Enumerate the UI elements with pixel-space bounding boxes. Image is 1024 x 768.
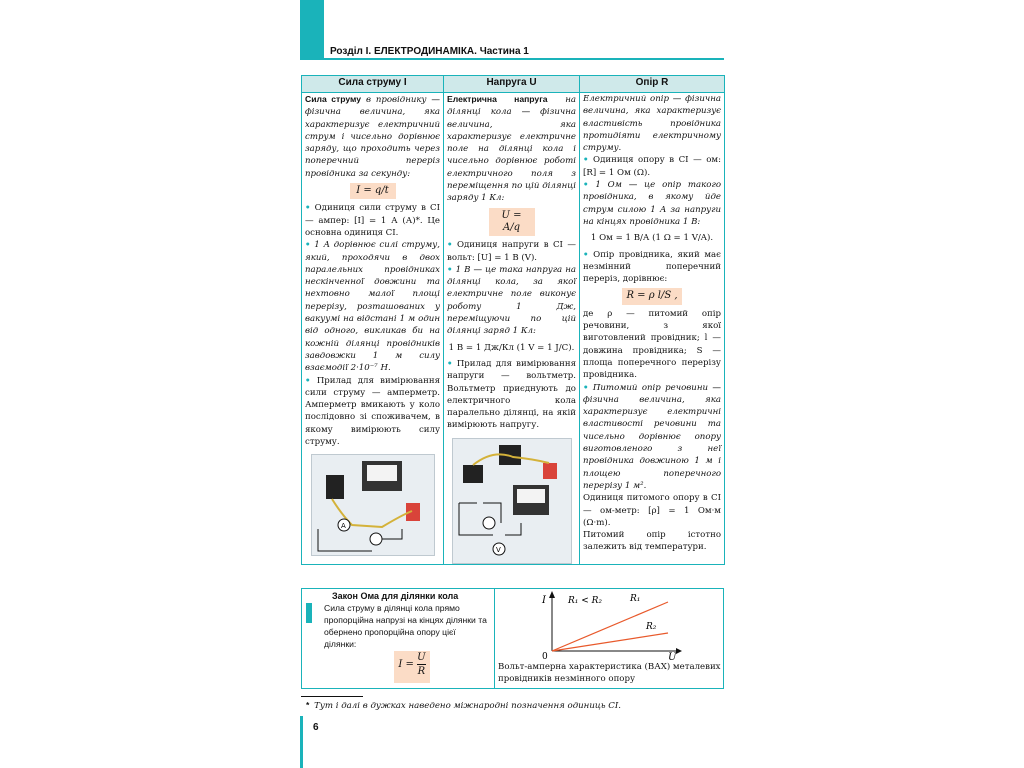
current-definition: Сила струму в провіднику — фізична величина, яка характеризує електричний струм і чисельно дорівнює заряду, що проходить через поперечний переріз провідника за секунду: — [305, 94, 441, 179]
current-unit: • Одиниця сили струму в СІ — ампер: [I] = 1 А (А)*. Це основна одиниця СІ. — [305, 203, 441, 238]
volt-definition: • 1 В — це така напруга на ділянці кола, за якої електричне поле виконує роботу 1 Дж, переміщуючи по цій ділянці заряд 1 Кл: — [447, 264, 577, 337]
header-rule — [300, 58, 724, 60]
resistivity-definition: • Питомий опір речовини — фізична величина, яка характеризує електричні властивості речовини та чисельно дорівнює опору виготовленого з неї провідника довжиною 1 м і площею поперечного перерізу 1 м². — [583, 382, 721, 491]
origin-label: 0 — [542, 652, 548, 661]
svg-text:V: V — [495, 545, 501, 554]
relation-label: R₁ < R₂ — [568, 596, 603, 606]
ohm-law-box — [301, 588, 724, 689]
voltmeter-circuit-photo — [452, 438, 572, 564]
ohm-law-title: Закон Ома для ділянки кола — [332, 591, 459, 601]
page-number: 6 — [313, 722, 319, 733]
resistance-formula: R = ρ l/S , — [622, 288, 682, 304]
axis-u-label: U — [668, 652, 677, 661]
voltage-unit: • Одиниця напруги в СІ — вольт: [U] = 1 В (V). — [447, 240, 576, 263]
voltmeter-text: • Прилад для вимірювання напруги — вольтметр. Вольтметр приєднують до електричного кола паралельно ділянці, на якій вимірюють напругу. — [447, 358, 577, 431]
chapter-header: Розділ I. ЕЛЕКТРОДИНАМІКА. Частина 1 — [330, 46, 529, 57]
svg-text:A: A — [340, 522, 346, 531]
col-header-current: Сила струму I — [302, 76, 444, 93]
footnote: * Тут і далі в дужках наведено міжнародні позначення одиниць СІ. — [306, 700, 621, 711]
col-header-resistance: Опір R — [580, 76, 725, 93]
page-color-tab — [300, 716, 303, 768]
resistance-unit: • Одиниця опору в СІ — ом: [R] = 1 Ом (Ω). — [583, 155, 721, 178]
axis-i-label: I — [542, 595, 546, 606]
volt-equation: 1 В = 1 Дж/Кл (1 V = 1 J/C). — [448, 342, 575, 353]
ohm-law-text: Сила струму в ділянці кола прямо пропорційна напрузі на кінцях ділянки та обернено пропорційна опору цієї ділянки: — [324, 603, 487, 649]
line2-label: R₂ — [646, 622, 657, 632]
resistivity-temperature: Питомий опір істотно залежить від температури. — [583, 530, 721, 553]
resistance-formula-text: • Опір провідника, який має незмінний поперечний переріз, дорівнює: — [583, 249, 721, 285]
ampere-definition: • 1 А дорівнює силі струму, який, проходячи в двох паралельних провідниках нескінченної довжини та нехтовно малої площі перерізу, розташованих у вакуумі на відстані 1 м один від одного, викликав би на кожній ділянці провідників завдовжки 1 м силу взаємодії 2·10⁻⁷ Н. — [305, 240, 440, 374]
voltage-formula: U = A/q — [489, 208, 535, 237]
ammeter-text: • Прилад для вимірювання сили струму — амперметр. Амперметр вмикають у коло послідовно зі споживачем, в якому вимірюють силу струму. — [305, 375, 441, 448]
ammeter-circuit-photo — [311, 454, 435, 556]
quantities-table — [301, 75, 725, 565]
chapter-color-tab — [300, 0, 324, 58]
ohm-law-formula: I = $\frac{U}{R}$ — [394, 651, 430, 683]
current-cell — [302, 93, 444, 565]
current-formula: I = q/t — [350, 183, 396, 199]
resistivity-unit: Одиниця питомого опору в СІ — ом-метр: [ρ] = 1 Ом·м (Ω·m). — [583, 493, 721, 528]
textbook-page — [300, 0, 724, 768]
vax-graph — [496, 589, 724, 661]
resistance-cell — [580, 93, 725, 565]
formula-legend: де ρ — питомий опір речовини, з якої виготовлений провідник; l — довжина провідника; S — площа поперечного перерізу провідника. — [583, 308, 721, 381]
vax-caption: Вольт-амперна характеристика (ВАХ) металевих провідників незмінного опору — [498, 662, 721, 684]
col-header-voltage: Напруга U — [444, 76, 580, 93]
line1-label: R₁ — [630, 594, 641, 604]
resistance-definition: Електричний опір — фізична величина, яка характеризує властивість провідника протидіяти електричному струму. — [583, 94, 721, 154]
ohm-definition: • 1 Ом — це опір такого провідника, в якому йде струм силою 1 А за напруги на кінцях провідника 1 В: — [583, 180, 721, 227]
voltage-cell — [444, 93, 580, 565]
voltage-definition: Електрична напруга на ділянці кола — фізична величина, яка характеризує електричне поле на ділянці кола і чисельно дорівнює роботі електричного поля з переміщення по цій ділянці заряду 1 Кл: — [447, 94, 576, 204]
ohm-equation: 1 Ом = 1 В/А (1 Ω = 1 V/A). — [590, 233, 714, 244]
vax-panel — [496, 589, 724, 688]
footnote-rule — [301, 696, 363, 697]
ohm-law-marker — [306, 603, 312, 623]
ohm-law-panel — [302, 589, 495, 688]
